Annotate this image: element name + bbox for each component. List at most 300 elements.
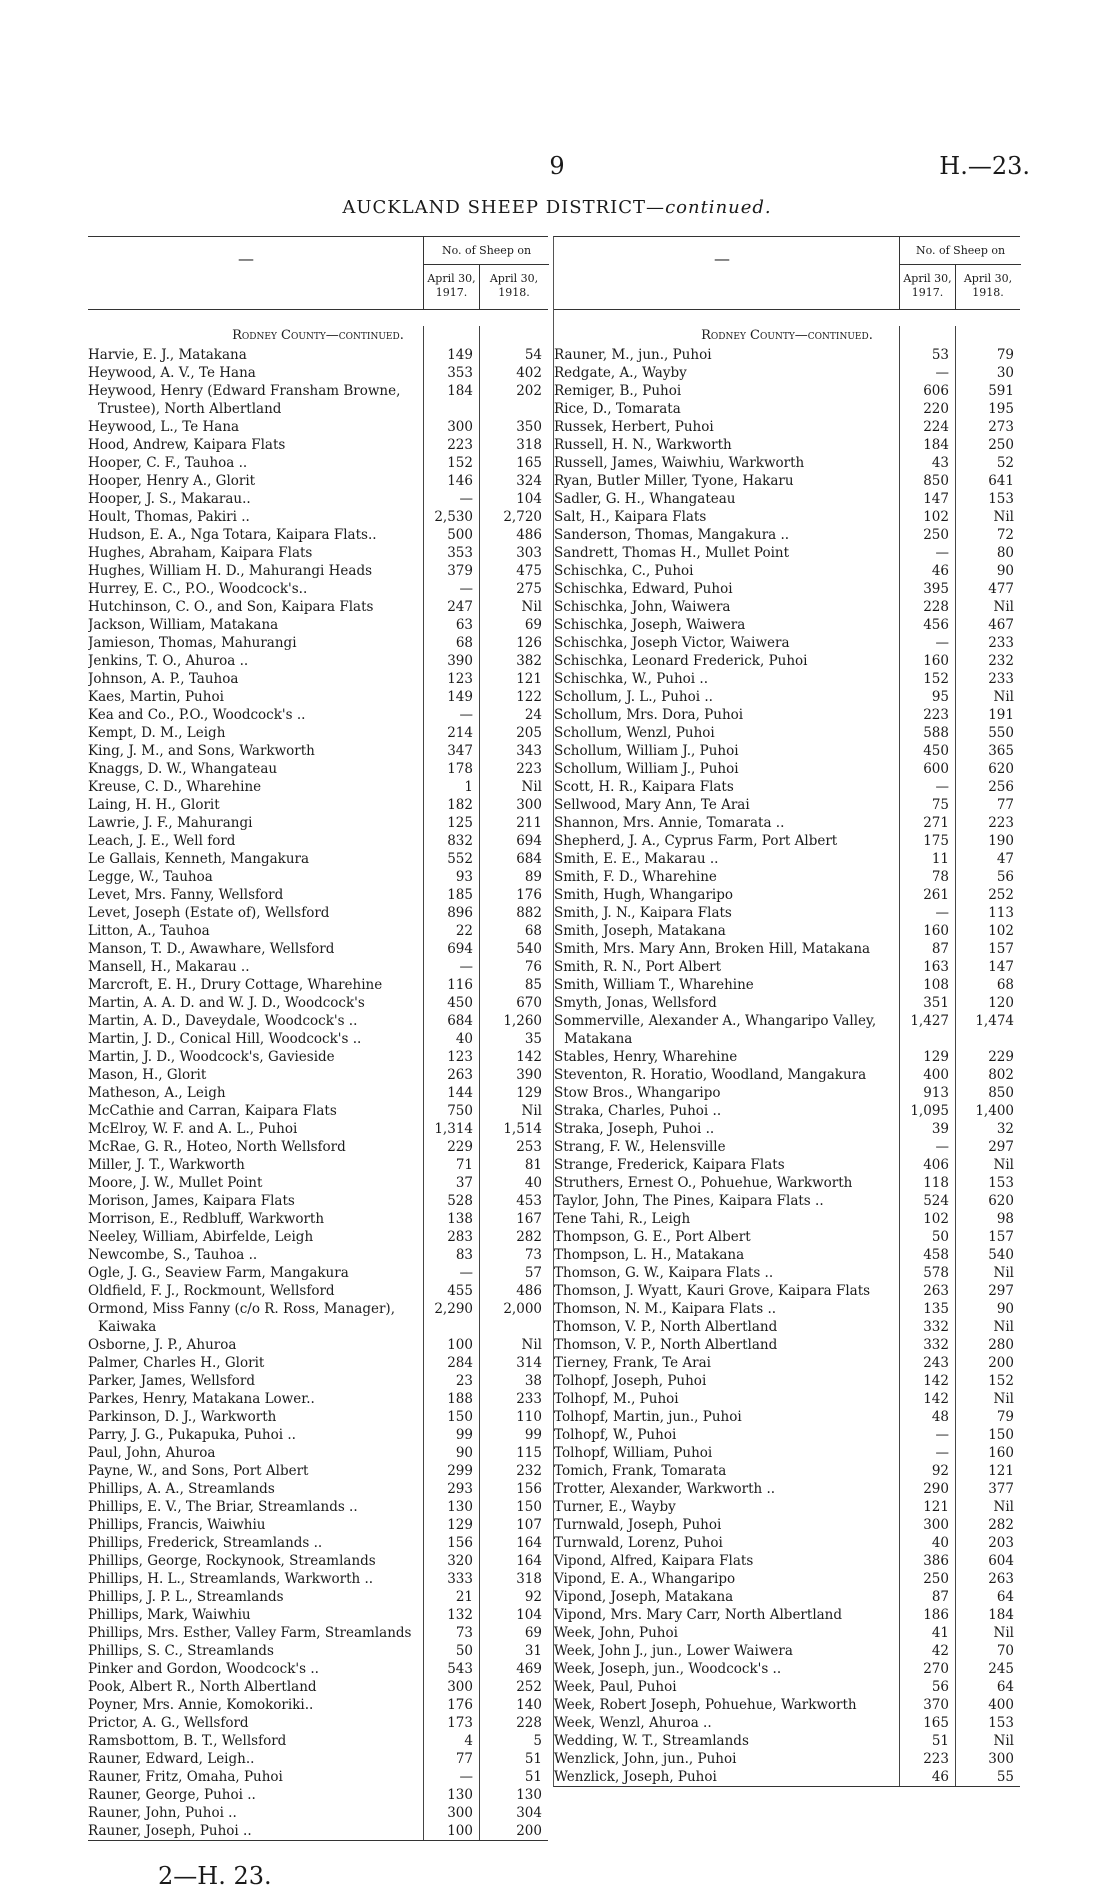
owner-name: Vipond, Mrs. Mary Carr, North Albertland (554, 1607, 843, 1623)
sheep-1918: 80 (996, 545, 1014, 561)
owner-name: Sanderson, Thomas, Mangakura .. (554, 527, 790, 543)
sheep-1918: 620 (988, 761, 1014, 777)
owner-name: Payne, W., and Sons, Port Albert (88, 1463, 309, 1479)
sheep-1917: 118 (923, 1175, 949, 1191)
owner-name: Phillips, George, Rockynook, Streamlands (88, 1553, 376, 1569)
owner-name: Tierney, Frank, Te Arai (554, 1355, 711, 1371)
sheep-1918: 882 (516, 905, 542, 921)
sheep-1918: 475 (516, 563, 542, 579)
table-row (554, 1156, 1020, 1174)
sheep-1917: 83 (455, 1247, 473, 1263)
table-row (554, 346, 1020, 364)
sheep-1917: 284 (447, 1355, 473, 1371)
table-row (554, 940, 1020, 958)
sheep-1917: 23 (455, 1373, 473, 1389)
owner-name: Schischka, Edward, Puhoi (554, 581, 733, 597)
owner-name: Schischka, Joseph, Waiwera (554, 617, 746, 633)
owner-name: Harvie, E. J., Matakana (88, 347, 247, 363)
sheep-1918: 233 (988, 671, 1014, 687)
table-row (554, 706, 1020, 724)
sheep-1918: 1,474 (975, 1013, 1014, 1029)
sheep-1918: 68 (996, 977, 1014, 993)
sheep-1917: 450 (447, 995, 473, 1011)
sheep-1918: Nil (993, 689, 1014, 705)
table-row (554, 1084, 1020, 1102)
sheep-1917: 320 (447, 1553, 473, 1569)
owner-name: Heywood, A. V., Te Hana (88, 365, 256, 381)
sheep-1918: 57 (524, 1265, 542, 1281)
sheep-1917: 379 (447, 563, 473, 579)
sheep-1918: 164 (516, 1553, 542, 1569)
sheep-1917: — (935, 1445, 949, 1461)
sheep-1918: 2,000 (503, 1301, 542, 1317)
owner-name: Sellwood, Mary Ann, Te Arai (554, 797, 750, 813)
owner-name: Trotter, Alexander, Warkworth .. (554, 1481, 776, 1497)
sheep-1918: 176 (516, 887, 542, 903)
table-row (554, 1570, 1020, 1588)
sheep-1918: 297 (988, 1139, 1014, 1155)
sheep-1918: 469 (516, 1661, 542, 1677)
sheep-1918: 253 (516, 1139, 542, 1155)
sheep-1917: 456 (923, 617, 949, 633)
sheep-1917: 71 (455, 1157, 473, 1173)
sheep-1918: 107 (516, 1517, 542, 1533)
owner-name: Smith, Mrs. Mary Ann, Broken Hill, Matakana (554, 941, 871, 957)
sheep-1918: 31 (524, 1643, 542, 1659)
table-row (554, 958, 1020, 976)
sheep-1918: 35 (524, 1031, 542, 1047)
table-row (554, 1336, 1020, 1354)
table-header (88, 237, 548, 310)
sheep-1918: 110 (516, 1409, 542, 1425)
owner-name: Schischka, Leonard Frederick, Puhoi (554, 653, 808, 669)
sheep-1918: 641 (988, 473, 1014, 489)
owner-name: Week, Joseph, jun., Woodcock's .. (554, 1661, 782, 1677)
table-row (554, 1624, 1020, 1642)
sheep-1918: 73 (524, 1247, 542, 1263)
sheep-1917: — (459, 959, 473, 975)
owner-name: Rauner, George, Puhoi .. (88, 1787, 256, 1803)
sheep-1917: 896 (447, 905, 473, 921)
page-title (0, 197, 1114, 218)
owner-name: Phillips, Francis, Waiwhiu (88, 1517, 266, 1533)
sheep-1918: 1,260 (503, 1013, 542, 1029)
owner-name: Hughes, Abraham, Kaipara Flats (88, 545, 313, 561)
sheep-1918: 318 (516, 1571, 542, 1587)
sheep-1917: 77 (455, 1751, 473, 1767)
sheep-1918: 390 (516, 1067, 542, 1083)
owner-name: Shepherd, J. A., Cyprus Farm, Port Albert (554, 833, 838, 849)
sheep-1917: — (459, 1769, 473, 1785)
sheep-1917: 176 (447, 1697, 473, 1713)
sheep-1917: 214 (447, 725, 473, 741)
owner-name: McCathie and Carran, Kaipara Flats (88, 1103, 337, 1119)
header-blank: — (238, 249, 254, 268)
sheep-1918: 69 (524, 617, 542, 633)
footer-code: 2—H. 23. (158, 1862, 272, 1890)
table-row (554, 1534, 1020, 1552)
sheep-1917: — (935, 1139, 949, 1155)
sheep-1918: 142 (516, 1049, 542, 1065)
owner-name: Remiger, B., Puhoi (554, 383, 682, 399)
sheep-1918: 297 (988, 1283, 1014, 1299)
sheep-1918: Nil (993, 1499, 1014, 1515)
owner-name: Neeley, William, Abirfelde, Leigh (88, 1229, 314, 1245)
sheep-1917: 552 (447, 851, 473, 867)
sheep-1918: 300 (988, 1751, 1014, 1767)
owner-name: Palmer, Charles H., Glorit (88, 1355, 265, 1371)
sheep-1918: 121 (516, 671, 542, 687)
sheep-1917: 75 (931, 797, 949, 813)
sheep-1917: 22 (455, 923, 473, 939)
sheep-1918: 195 (988, 401, 1014, 417)
sheep-1918: 256 (988, 779, 1014, 795)
sheep-1918: 104 (516, 491, 542, 507)
owner-name: Martin, J. D., Conical Hill, Woodcock's .. (88, 1031, 362, 1047)
section-heading: Rodney County—continued. (701, 328, 873, 343)
owner-name: Heywood, L., Te Hana (88, 419, 240, 435)
sheep-1918: 550 (988, 725, 1014, 741)
sheep-1918: 282 (516, 1229, 542, 1245)
owner-name: Ryan, Butler Miller, Tyone, Hakaru (554, 473, 794, 489)
sheep-1917: 223 (923, 707, 949, 723)
owner-name: Rauner, Edward, Leigh.. (88, 1751, 255, 1767)
owner-name: Hooper, J. S., Makarau.. (88, 491, 251, 507)
owner-name: Thomson, G. W., Kaipara Flats .. (554, 1265, 774, 1281)
owner-name: Turner, E., Wayby (554, 1499, 676, 1515)
owner-name: Thomson, N. M., Kaipara Flats .. (554, 1301, 777, 1317)
owner-name: McElroy, W. F. and A. L., Puhoi (88, 1121, 298, 1137)
owner-name: Rauner, Fritz, Omaha, Puhoi (88, 1769, 283, 1785)
owner-name: Shannon, Mrs. Annie, Tomarata .. (554, 815, 785, 831)
table-row (554, 778, 1020, 796)
sheep-1918: 85 (524, 977, 542, 993)
sheep-1917: 160 (923, 923, 949, 939)
table-row (554, 742, 1020, 760)
owner-name: Schollum, William J., Puhoi (554, 761, 739, 777)
sheep-1917: 56 (931, 1679, 949, 1695)
owner-name: Struthers, Ernest O., Pohuehue, Warkworth (554, 1175, 853, 1191)
sheep-1917: 46 (931, 563, 949, 579)
sheep-1917: 46 (931, 1769, 949, 1785)
sheep-1917: 543 (447, 1661, 473, 1677)
sheep-1918: 76 (524, 959, 542, 975)
sheep-1917: 92 (931, 1463, 949, 1479)
owner-name: Kempt, D. M., Leigh (88, 725, 226, 741)
owner-name: Oldfield, F. J., Rockmount, Wellsford (88, 1283, 335, 1299)
sheep-1918: 591 (988, 383, 1014, 399)
table-row (554, 1696, 1020, 1714)
owner-name: Hughes, William H. D., Mahurangi Heads (88, 563, 373, 579)
sheep-1917: 1,427 (910, 1013, 949, 1029)
owner-name: Smith, William T., Wharehine (554, 977, 754, 993)
sheep-1917: 163 (923, 959, 949, 975)
sheep-1918: 153 (988, 491, 1014, 507)
column-rule (423, 326, 424, 1840)
sheep-1918: 314 (516, 1355, 542, 1371)
sheep-1917: 130 (447, 1787, 473, 1803)
sheep-1917: 150 (447, 1409, 473, 1425)
table-row (554, 886, 1020, 904)
sheep-1918: 273 (988, 419, 1014, 435)
owner-name: Sandrett, Thomas H., Mullet Point (554, 545, 790, 561)
sheep-1918: 24 (524, 707, 542, 723)
sheep-1918: 232 (516, 1463, 542, 1479)
owner-name: Week, John, Puhoi (554, 1625, 678, 1641)
section-heading: Rodney County—continued. (232, 328, 404, 343)
sheep-1918: 51 (524, 1769, 542, 1785)
sheep-1918: 150 (988, 1427, 1014, 1443)
table-row (554, 562, 1020, 580)
sheep-1917: 750 (447, 1103, 473, 1119)
sheep-1917: 300 (447, 419, 473, 435)
owner-name: Moore, J. W., Mullet Point (88, 1175, 263, 1191)
table-row (554, 1498, 1020, 1516)
sheep-1918: 64 (996, 1679, 1014, 1695)
owner-name: Miller, J. T., Warkworth (88, 1157, 245, 1173)
sheep-1918: 153 (988, 1715, 1014, 1731)
sheep-1917: 300 (923, 1517, 949, 1533)
owner-name: Redgate, A., Wayby (554, 365, 687, 381)
table-row (554, 616, 1020, 634)
owner-name: Schollum, J. L., Puhoi .. (554, 689, 713, 705)
sheep-1917: 123 (447, 671, 473, 687)
table-row (554, 418, 1020, 436)
table-row (554, 1318, 1020, 1336)
owner-name: Tolhopf, M., Puhoi (554, 1391, 679, 1407)
sheep-1918: 486 (516, 527, 542, 543)
owner-name: Week, Wenzl, Ahuroa .. (554, 1715, 712, 1731)
sheep-1917: 2,290 (434, 1301, 473, 1317)
owner-name: Ogle, J. G., Seaview Farm, Mangakura (88, 1265, 349, 1281)
table-row (554, 364, 1020, 382)
owner-name: Leach, J. E., Well ford (88, 833, 236, 849)
table-row (554, 670, 1020, 688)
sheep-1917: 50 (455, 1643, 473, 1659)
owner-name: Phillips, Mrs. Esther, Valley Farm, Streamlands (88, 1625, 412, 1641)
owner-name: Kea and Co., P.O., Woodcock's .. (88, 707, 306, 723)
sheep-1918: Nil (993, 1265, 1014, 1281)
sheep-1918: 140 (516, 1697, 542, 1713)
sheep-1917: 390 (447, 653, 473, 669)
sheep-1918: 191 (988, 707, 1014, 723)
sheep-1918: 104 (516, 1607, 542, 1623)
sheep-1918: 72 (996, 527, 1014, 543)
table-row (554, 724, 1020, 742)
sheep-1918: 165 (516, 455, 542, 471)
sheep-1917: 400 (923, 1067, 949, 1083)
owner-name: Vipond, Joseph, Matakana (554, 1589, 734, 1605)
table-row (554, 1120, 1020, 1138)
sheep-1918: 540 (988, 1247, 1014, 1263)
owner-name: Smith, E. E., Makarau .. (554, 851, 719, 867)
sheep-1917: 21 (455, 1589, 473, 1605)
sheep-1918: 233 (988, 635, 1014, 651)
sheep-1918: 126 (516, 635, 542, 651)
sheep-1917: 184 (447, 383, 473, 399)
sheep-1918: 160 (988, 1445, 1014, 1461)
sheep-1917: 125 (447, 815, 473, 831)
owner-name: Parkes, Henry, Matakana Lower.. (88, 1391, 315, 1407)
owner-name: Hurrey, E. C., P.O., Woodcock's.. (88, 581, 308, 597)
owner-name: Heywood, Henry (Edward Fransham Browne, Trustee), North Albertland (88, 383, 401, 417)
sheep-1918: 604 (988, 1553, 1014, 1569)
owner-name: Schischka, Joseph Victor, Waiwera (554, 635, 790, 651)
sheep-1918: 69 (524, 1625, 542, 1641)
sheep-1918: 147 (988, 959, 1014, 975)
sheep-1917: 351 (923, 995, 949, 1011)
sheep-1917: 2,530 (434, 509, 473, 525)
sheep-1918: 223 (988, 815, 1014, 831)
sheep-1918: 102 (988, 923, 1014, 939)
owner-name: Hooper, Henry A., Glorit (88, 473, 256, 489)
sheep-1917: 524 (923, 1193, 949, 1209)
right-table (553, 236, 1020, 1787)
table-row (554, 1012, 1020, 1048)
sheep-1917: 149 (447, 689, 473, 705)
sheep-1918: 190 (988, 833, 1014, 849)
table-row (554, 1300, 1020, 1318)
sheep-1917: 144 (447, 1085, 473, 1101)
header-1918: April 30, 1918. (479, 264, 548, 309)
owner-name: Pinker and Gordon, Woodcock's .. (88, 1661, 319, 1677)
sheep-1918: 453 (516, 1193, 542, 1209)
sheep-1917: 147 (923, 491, 949, 507)
owner-name: Thomson, V. P., North Albertland (554, 1337, 778, 1353)
sheep-1918: 157 (988, 1229, 1014, 1245)
sheep-1918: 200 (516, 1823, 542, 1839)
table-row (554, 976, 1020, 994)
table-row (554, 454, 1020, 472)
sheep-1917: 95 (931, 689, 949, 705)
table-row (554, 490, 1020, 508)
table-row (554, 1462, 1020, 1480)
sheep-1917: 121 (923, 1499, 949, 1515)
sheep-1917: 186 (923, 1607, 949, 1623)
sheep-1918: 157 (988, 941, 1014, 957)
owner-name: Schollum, Wenzl, Puhoi (554, 725, 715, 741)
sheep-1917: 102 (923, 1211, 949, 1227)
owner-name: Tolhopf, Martin, jun., Puhoi (554, 1409, 742, 1425)
owner-name: Lawrie, J. F., Mahurangi (88, 815, 253, 831)
sheep-1918: 318 (516, 437, 542, 453)
sheep-1917: 293 (447, 1481, 473, 1497)
column-rule (899, 326, 900, 1786)
owner-name: Russell, H. N., Warkworth (554, 437, 732, 453)
owner-name: Week, Robert Joseph, Pohuehue, Warkworth (554, 1697, 857, 1713)
sheep-1918: 32 (996, 1121, 1014, 1137)
owner-name: Schischka, C., Puhoi (554, 563, 694, 579)
owner-name: Parkinson, D. J., Warkworth (88, 1409, 277, 1425)
owner-name: Kreuse, C. D., Wharehine (88, 779, 262, 795)
owner-name: Rauner, M., jun., Puhoi (554, 347, 712, 363)
table-row (554, 544, 1020, 562)
sheep-1917: — (935, 365, 949, 381)
header-1917: April 30, 1917. (423, 264, 479, 309)
sheep-1917: 43 (931, 455, 949, 471)
sheep-1917: 458 (923, 1247, 949, 1263)
sheep-1917: 123 (447, 1049, 473, 1065)
sheep-1918: 280 (988, 1337, 1014, 1353)
right-rows (554, 346, 1020, 1786)
sheep-1918: 377 (988, 1481, 1014, 1497)
sheep-1918: 694 (516, 833, 542, 849)
table-row (554, 850, 1020, 868)
sheep-1917: 263 (447, 1067, 473, 1083)
owner-name: Jenkins, T. O., Ahuroa .. (88, 653, 249, 669)
sheep-1917: 263 (923, 1283, 949, 1299)
table-row (554, 1480, 1020, 1498)
sheep-1918: 202 (516, 383, 542, 399)
owner-name: Levet, Mrs. Fanny, Wellsford (88, 887, 284, 903)
sheep-1917: 173 (447, 1715, 473, 1731)
sheep-1918: 300 (516, 797, 542, 813)
sheep-1918: 121 (988, 1463, 1014, 1479)
sheep-1918: 400 (988, 1697, 1014, 1713)
owner-name: Sadler, G. H., Whangateau (554, 491, 736, 507)
sheep-1918: 540 (516, 941, 542, 957)
sheep-1918: 303 (516, 545, 542, 561)
title-suffix: continued. (665, 197, 772, 218)
owner-name: Wenzlick, John, jun., Puhoi (554, 1751, 737, 1767)
owner-name: Schollum, William J., Puhoi (554, 743, 739, 759)
owner-name: Smith, R. N., Port Albert (554, 959, 722, 975)
table-row (554, 1048, 1020, 1066)
owner-name: Russek, Herbert, Puhoi (554, 419, 714, 435)
table-row (554, 1102, 1020, 1120)
sheep-1917: 228 (923, 599, 949, 615)
sheep-1918: Nil (993, 1733, 1014, 1749)
sheep-1917: 528 (447, 1193, 473, 1209)
sheep-1918: Nil (993, 1157, 1014, 1173)
sheep-1917: 347 (447, 743, 473, 759)
owner-name: Hoult, Thomas, Pakiri .. (88, 509, 250, 525)
sheep-1918: 205 (516, 725, 542, 741)
sheep-1917: 224 (923, 419, 949, 435)
owner-name: Jackson, William, Matakana (88, 617, 279, 633)
sheep-1918: 2,720 (503, 509, 542, 525)
table-row (554, 1390, 1020, 1408)
owner-name: Strang, F. W., Helensville (554, 1139, 726, 1155)
sheep-1918: 184 (988, 1607, 1014, 1623)
sheep-1917: 1,095 (910, 1103, 949, 1119)
owner-name: Stables, Henry, Wharehine (554, 1049, 738, 1065)
owner-name: Smith, J. N., Kaipara Flats (554, 905, 732, 921)
sheep-1917: 184 (923, 437, 949, 453)
sheep-1918: 130 (516, 1787, 542, 1803)
owner-name: Morison, James, Kaipara Flats (88, 1193, 295, 1209)
owner-name: Salt, H., Kaipara Flats (554, 509, 707, 525)
owner-name: Martin, J. D., Woodcock's, Gavieside (88, 1049, 335, 1065)
owner-name: Parry, J. G., Pukapuka, Puhoi .. (88, 1427, 296, 1443)
owner-name: Phillips, J. P. L., Streamlands (88, 1589, 284, 1605)
sheep-1918: 90 (996, 1301, 1014, 1317)
table-row (554, 598, 1020, 616)
sheep-1917: 850 (923, 473, 949, 489)
sheep-1918: 54 (524, 347, 542, 363)
sheep-1918: 275 (516, 581, 542, 597)
sheep-1918: 89 (524, 869, 542, 885)
sheep-1917: 1 (464, 779, 473, 795)
owner-name: Manson, T. D., Awawhare, Wellsford (88, 941, 335, 957)
sheep-1917: 500 (447, 527, 473, 543)
column-rule (955, 326, 956, 1786)
sheep-1917: — (935, 905, 949, 921)
owner-name: Jamieson, Thomas, Mahurangi (88, 635, 297, 651)
sheep-1918: 55 (996, 1769, 1014, 1785)
sheep-1918: 64 (996, 1589, 1014, 1605)
table-row (554, 1588, 1020, 1606)
